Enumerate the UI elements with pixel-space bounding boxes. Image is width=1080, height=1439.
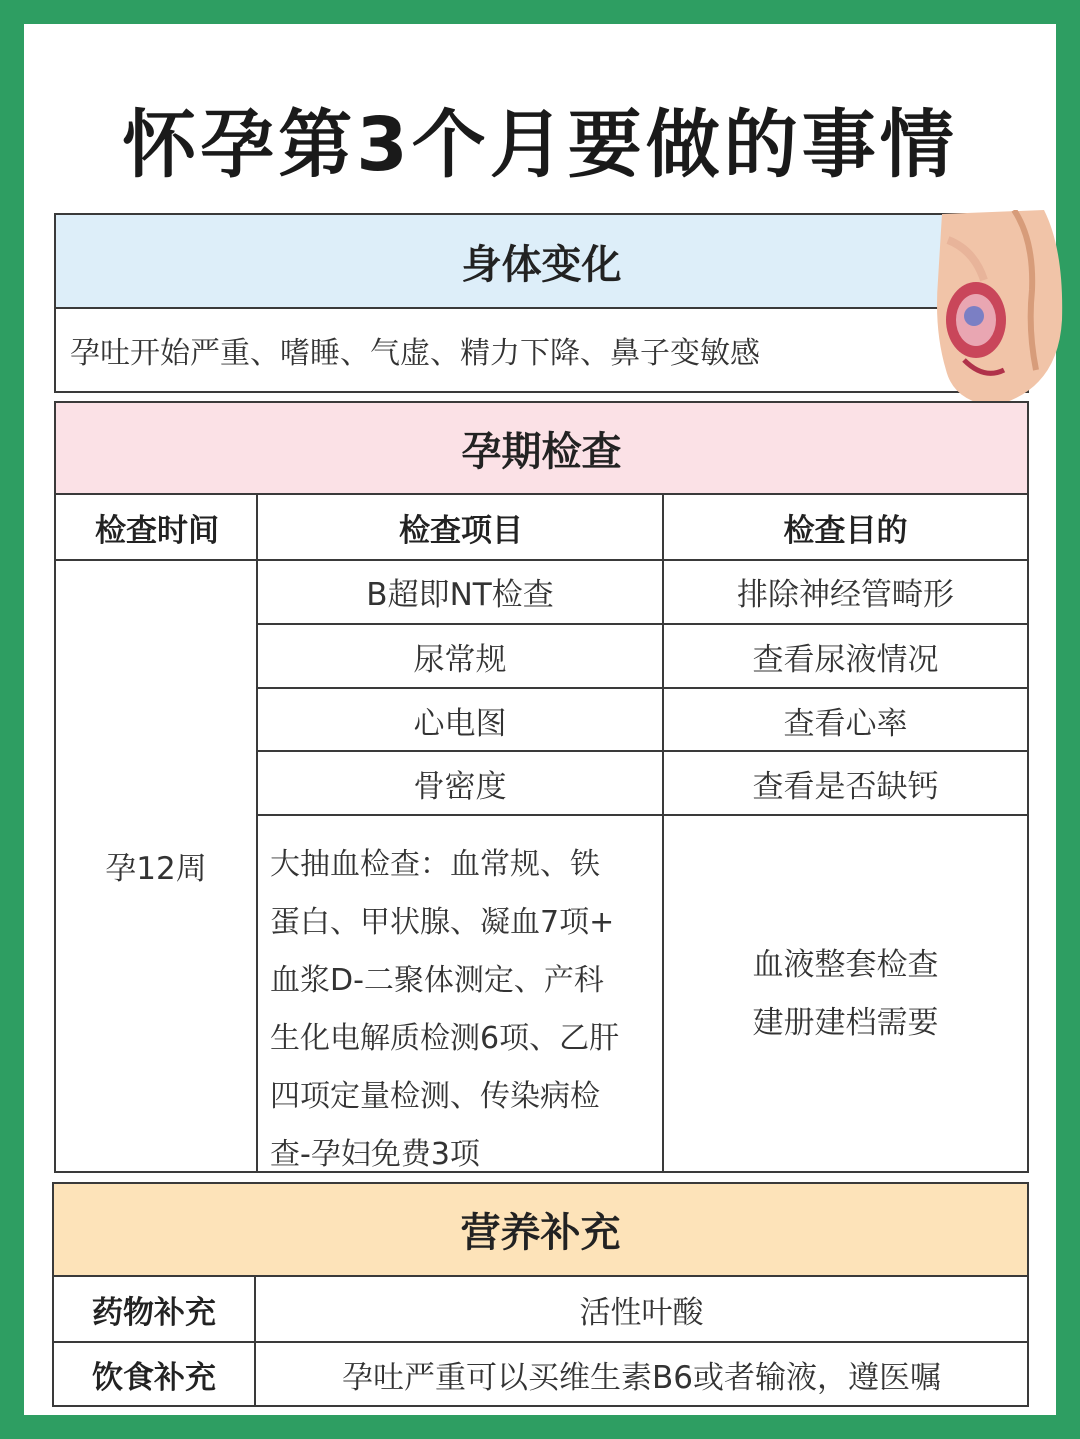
table-row-purpose: 排除神经管畸形: [737, 576, 954, 613]
blood-test-line: 查-孕妇免费3项: [270, 1137, 480, 1172]
column-header-purpose: 检查目的: [783, 512, 908, 549]
column-header-item: 检查项目: [399, 512, 523, 549]
prenatal-checks-section: [54, 401, 1029, 1173]
table-row-purpose: 查看是否缺钙: [752, 768, 939, 805]
nutrition-value-diet: 孕吐严重可以买维生素B6或者输液，遵医嘱: [342, 1359, 941, 1396]
blood-test-purpose: [664, 816, 1027, 1171]
table-row-purpose: 查看尿液情况: [752, 641, 939, 678]
blood-test-line: 血浆D-二聚体测定、产科: [270, 963, 604, 998]
blood-test-line: 生化电解质检测6项、乙肝: [270, 1021, 620, 1056]
blood-test-line: 四项定量检测、传染病检: [270, 1079, 600, 1114]
table-row-item: B超即NT检查: [366, 576, 554, 613]
body-changes-text: 孕吐开始严重、嗜睡、气虚、精力下降、鼻子变敏感: [70, 336, 760, 371]
pregnancy-anatomy-illustration: [924, 210, 1064, 406]
table-row-purpose: 查看心率: [783, 705, 908, 742]
column-header-time: 检查时间: [95, 512, 219, 549]
body-changes-section: [54, 213, 1029, 393]
nutrition-heading: 营养补充: [54, 1184, 1027, 1277]
table-row-item: 骨密度: [413, 768, 507, 805]
check-time-cell: 孕12周: [105, 850, 207, 887]
blood-test-purpose-line: 血液整套检查: [752, 946, 939, 983]
blood-test-purpose-line: 建册建档需要: [752, 1004, 939, 1041]
nutrition-label-medicine: 药物补充: [92, 1294, 216, 1331]
prenatal-checks-heading: 孕期检查: [56, 403, 1027, 495]
blood-test-line: 蛋白、甲状腺、凝血7项+: [270, 905, 615, 940]
document-page: [24, 24, 1056, 1415]
body-changes-heading: 身体变化: [56, 215, 1027, 309]
page-title: 怀孕第3个月要做的事情: [122, 102, 958, 188]
table-row-item: 心电图: [413, 705, 507, 742]
nutrition-value-medicine: 活性叶酸: [579, 1294, 704, 1331]
nutrition-label-diet: 饮食补充: [92, 1359, 216, 1396]
blood-test-line: 大抽血检查：血常规、铁: [270, 847, 600, 882]
blood-test-item: [258, 816, 662, 1171]
nutrition-section: [52, 1182, 1029, 1407]
table-row-item: 尿常规: [413, 641, 507, 678]
